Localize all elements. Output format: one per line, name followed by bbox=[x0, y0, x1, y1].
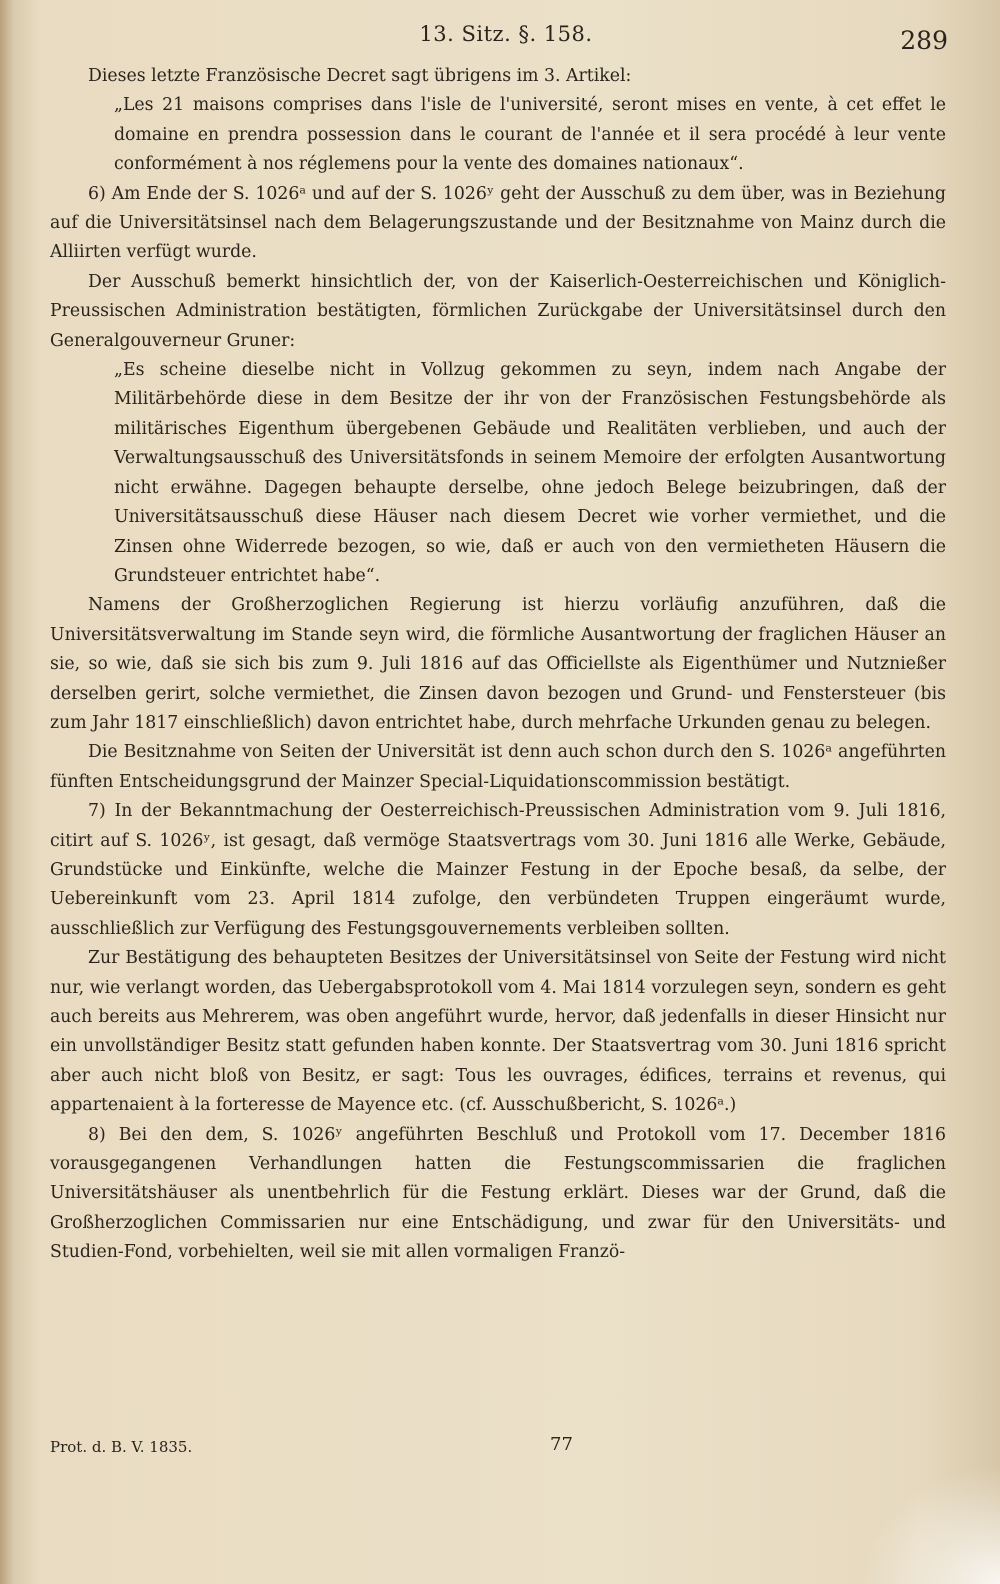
running-title: 13. Sitz. §. 158. bbox=[419, 22, 593, 46]
paragraph: Namens der Großherzoglichen Regierung ist hierzu vorläufig anzuführen, daß die Universitätsverwaltung im Stande seyn wird, die förmliche Ausantwortung der fraglichen Häuser an sie, so wie, daß sie sich bis zum 9. Juli 1816 auf das Officiellste als Eigenthümer und Nutznießer derselben gerirt, solche vermiethet, die Zinsen davon bezogen und Grund- und Fenstersteuer (bis zum Jahr 1817 einschließlich) davon entrichtet habe, durch mehrfache Urkunden genau zu belegen. bbox=[50, 595, 946, 733]
paragraph: Die Besitznahme von Seiten der Universität ist denn auch schon durch den S. 1026ᵃ angeführten fünften Entscheidungsgrund der Mainzer Special-Liquidationscommission bestätigt. bbox=[50, 742, 946, 792]
paragraph: 6) Am Ende der S. 1026ᵃ und auf der S. 1026ʸ geht der Ausschuß zu dem über, was in Beziehung auf die Universitätsinsel nach dem Belagerungszustande und der Besitznahme von Mainz durch die Alliirten verfügt wurde. bbox=[50, 183, 946, 263]
sheet-number: 77 bbox=[550, 1434, 573, 1455]
page-footer bbox=[50, 1434, 946, 1466]
block-quote: „Es scheine dieselbe nicht in Vollzug gekommen zu seyn, indem nach Angabe der Militärbehörde diese in dem Besitze der ihr von der Französischen Festungsbehörde als militärisches Eigenthum übergebenen Gebäude und Realitäten verblieben, und auch der Verwaltungsausschuß des Universitätsfonds in seinem Memoire der erfolgten Ausantwortung nicht erwähne. Dagegen behaupte derselbe, ohne jedoch Belege beizubringen, daß der Universitätsausschuß diese Häuser nach diesem Decret wie vorher vermiethet, und die Zinsen ohne Widerrede bezogen, so wie, daß er auch von den vermietheten Häusern die Grundsteuer entrichtet habe“. bbox=[114, 360, 946, 586]
paragraph: Zur Bestätigung des behaupteten Besitzes der Universitätsinsel von Seite der Festung wird nicht nur, wie verlangt worden, das Uebergabsprotokoll vom 4. Mai 1814 vorzulegen seyn, sondern es geht auch bereits aus Mehrerem, was oben angeführt wurde, hervor, daß jedenfalls in dieser Hinsicht nur ein unvollständiger Besitz statt gefunden haben konnte. Der Staatsvertrag vom 30. Juni 1816 spricht aber auch nicht bloß von Besitz, er sagt: Tous les ouvrages, édifices, terrains et revenus, qui appartenaient à la forteresse de Mayence etc. (cf. Ausschußbericht, S. 1026ᵃ.) bbox=[50, 948, 946, 1116]
paragraph: 7) In der Bekanntmachung der Oesterreichisch-Preussischen Administration vom 9. Juli 1816, citirt auf S. 1026ʸ, ist gesagt, daß vermöge Staatsvertrags vom 30. Juni 1816 alle Werke, Gebäude, Grundstücke und Einkünfte, welche die Mainzer Festung in der Epoche besaß, da selbe, der Uebereinkunft vom 23. April 1814 zufolge, den verbündeten Truppen eingeräumt wurde, ausschließlich zur Verfügung des Festungsgouvernements verbleiben sollten. bbox=[50, 801, 946, 939]
paragraph: Dieses letzte Französische Decret sagt übrigens im 3. Artikel: bbox=[88, 66, 632, 86]
paragraph: 8) Bei den dem, S. 1026ʸ angeführten Beschluß und Protokoll vom 17. December 1816 vorausgegangenen Verhandlungen hatten die Festungscommissarien die fraglichen Universitätshäuser als unentbehrlich für die Festung erklärt. Dieses war der Grund, daß die Großherzoglichen Commissarien nur eine Entschädigung, und zwar für den Universitäts- und Studien-Fond, vorbehielten, weil sie mit allen vormaligen Franzö- bbox=[50, 1124, 946, 1263]
paragraph: Der Ausschuß bemerkt hinsichtlich der, von der Kaiserlich-Oesterreichischen und Königlich-Preussischen Administration bestätigten, förmlichen Zurückgabe der Universitätsinsel durch den Generalgouverneur Gruner: bbox=[50, 271, 946, 351]
document-body bbox=[50, 62, 946, 1268]
print-signature: Prot. d. B. V. 1835. bbox=[50, 1438, 193, 1456]
page-number: 289 bbox=[900, 26, 948, 55]
french-quote: „Les 21 maisons comprises dans l'isle de l'université, seront mises en vente, à cet effet le domaine en prendra possession dans le courant de l'année et il sera procédé à leur vente conformément à nos réglemens pour la vente des domaines nationaux“. bbox=[114, 95, 946, 175]
page-header bbox=[52, 22, 960, 56]
